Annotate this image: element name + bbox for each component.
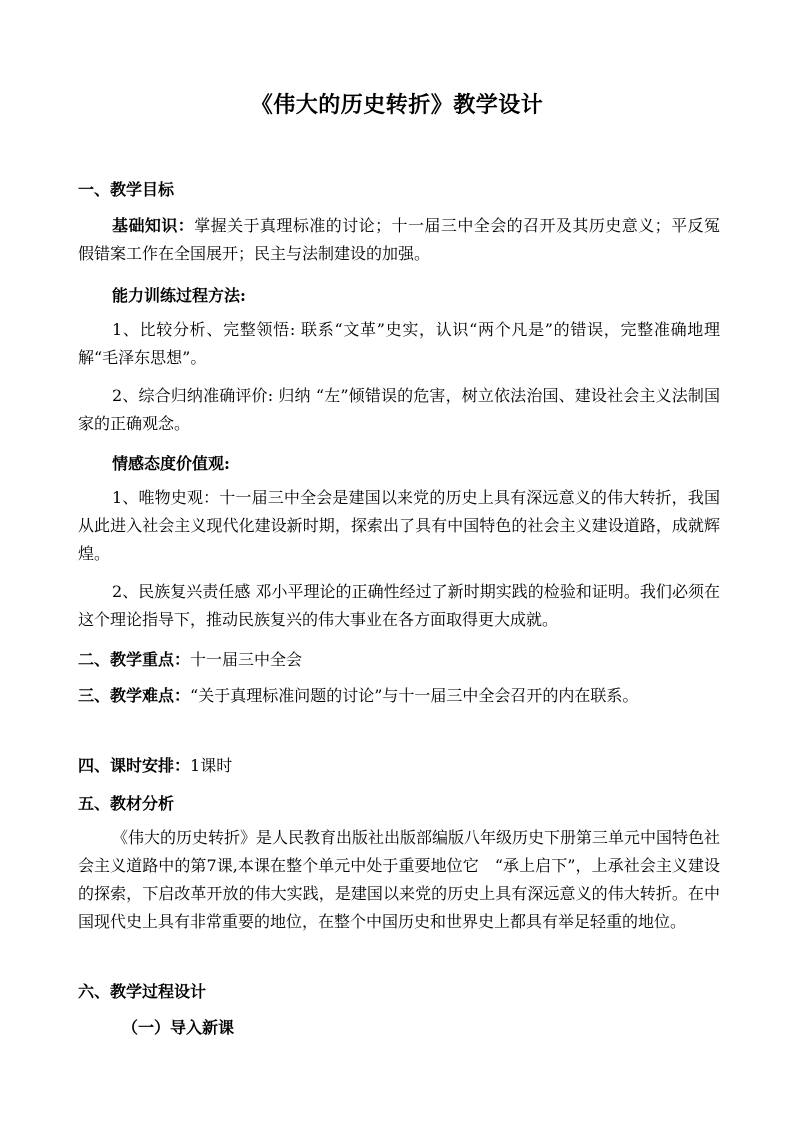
section-2-heading: 二、教学重点： [78, 650, 191, 669]
emotion-item-1: 1、唯物史观：十一届三中全会是建国以来党的历史上具有深远意义的伟大转折，我国从此进入社会主义现代化建设新时期，探索出了具有中国特色的社会主义建设道路，成就辉煌。 [78, 488, 720, 563]
emotion-item-2: 2、民族复兴责任感 邓小平理论的正确性经过了新时期实践的检验和证明。我们必须在这个理论指导下，推动民族复兴的伟大事业在各方面取得更大成就。 [78, 582, 720, 629]
document-title: 《伟大的历史转折》教学设计 [250, 92, 544, 118]
section-3-heading: 三、教学难点： [78, 686, 191, 705]
section-6-subheading: （一）导入新课 [122, 1018, 235, 1037]
section-1-heading: 一、教学目标 [78, 180, 175, 199]
section-4-heading: 四、课时安排： [78, 756, 191, 775]
section-2-text: 十一届三中全会 [190, 650, 303, 669]
section-6-heading: 六、教学过程设计 [78, 982, 207, 1001]
basic-knowledge-text: 掌握关于真理标准的讨论；十一届三中全会的召开及其历史意义；平反冤假错案工作在全国展开；民主与法制建设的加强。 [78, 216, 720, 263]
ability-label: 能力训练过程方法: [112, 286, 246, 305]
section-3 [78, 682, 720, 710]
section-2 [78, 646, 720, 674]
basic-knowledge-label: 基础知识： [112, 216, 195, 235]
section-4 [78, 752, 720, 780]
section-4-text: 1课时 [190, 756, 233, 775]
section-3-text: “关于真理标准问题的讨论”与十一届三中全会召开的内在联系。 [190, 686, 639, 705]
ability-item-1: 1、比较分析、完整领悟: 联系“文革”史实，认识“两个凡是”的错误，完整准确地理解“毛泽东思想”。 [78, 320, 720, 367]
basic-knowledge-paragraph [78, 212, 720, 268]
ability-item-2: 2、综合归纳准确评价: 归纳 “左”倾错误的危害，树立依法治国、建设社会主义法制国家的正确观念。 [78, 386, 720, 433]
section-5-text: 《伟大的历史转折》是人民教育出版社出版部编版八年级历史下册第三单元中国特色社会主义道路中的第7课,本课在整个单元中处于重要地位它 “承上启下”，上承社会主义建设的探索，下启改革开放的伟大实践，是建国以来党的历史上具有深远意义的伟大转折。在中国现代史上具有非常重要的地位，在整个中国历史和世界史上都具有举足轻重的地位。 [78, 828, 721, 931]
section-5-heading: 五、教材分析 [78, 794, 175, 813]
emotion-label: 情感态度价值观: [112, 454, 230, 473]
